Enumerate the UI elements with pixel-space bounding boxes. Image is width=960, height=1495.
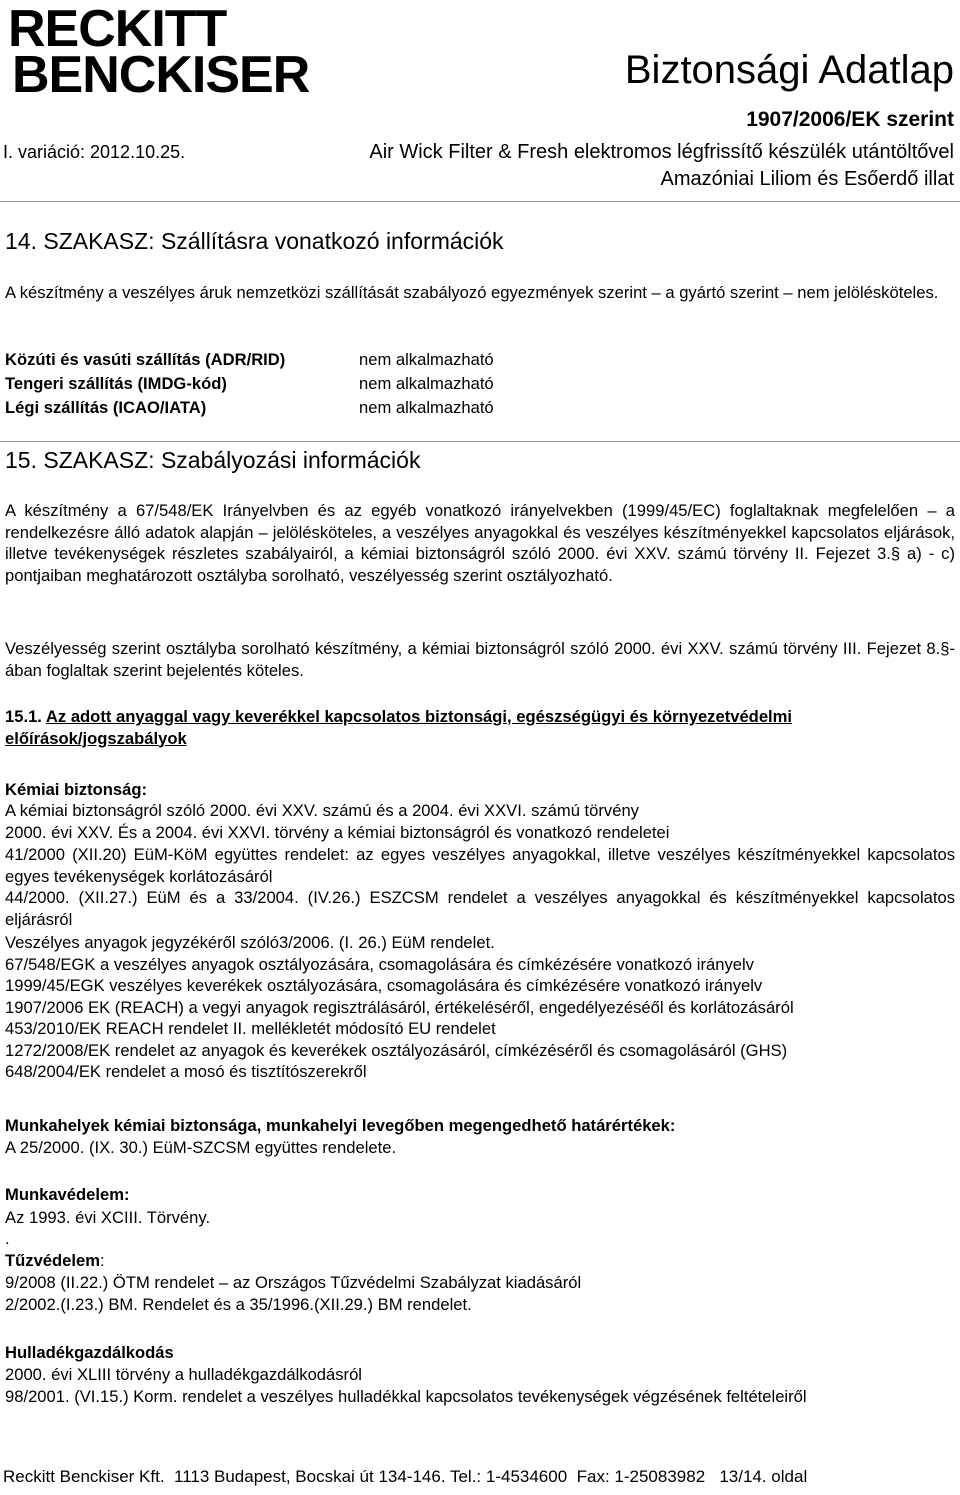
regulatory-paragraph-2: Veszélyesség szerint osztályba sorolható készítmény, a kémiai biztonságról szóló 2000. évi XXV. számú törvény III. Fejezet 8.§-ában foglaltak szerint bejelentés köteles. xyxy=(5,639,955,680)
workplace-safety-heading: Munkahelyek kémiai biztonsága, munkahelyi levegőben megengedhető határértékek: xyxy=(5,1116,676,1135)
transport-mode: Közúti és vasúti szállítás (ADR/RID) xyxy=(5,350,286,369)
regulation-line: 1999/45/EGK veszélyes keverékek osztályozására, csomagolására és címkézésére vonatkozó irányelv xyxy=(5,976,763,995)
regulation-paragraph: 44/2000. (XII.27.) EüM és a 33/2004. (IV.26.) ESZCSM rendelet a veszélyes anyagokkal és készítményekkel kapcsolatos eljárásról xyxy=(5,888,955,929)
document-title: Biztonsági Adatlap xyxy=(624,48,954,92)
transport-row xyxy=(5,349,494,370)
regulation-line: Veszélyes anyagok jegyzékéről szóló3/2006. (I. 26.) EüM rendelet. xyxy=(5,933,495,952)
subsection-15-1 xyxy=(5,706,955,749)
section-14-heading: 14. SZAKASZ: Szállításra vonatkozó információk xyxy=(5,228,504,254)
fire-safety-colon: : xyxy=(100,1251,105,1270)
regulation-line: 98/2001. (VI.15.) Korm. rendelet a veszélyes hulladékkal kapcsolatos tevékenységek végzésének feltételeiről xyxy=(5,1386,807,1406)
section-divider xyxy=(0,441,960,442)
regulatory-paragraph-1: A készítmény a 67/548/EK Irányelvben és az egyéb vonatkozó irányelvekben (1999/45/EC) foglaltaknak megfelelően – a rendelkezésre álló adatok alapján – jelölésköteles, a veszélyes anyagokkal és veszélyes készítményekkel kapcsolatos eljárások, illetve tevékenységek részletes szabályairól, a kémiai biztonságról szóló 2000. évi XXV. számú törvény II. Fejezet 3.§ a) - c) pontjaiban meghatározott osztályba sorolható, veszélyesség szerint osztályozható. xyxy=(5,501,955,585)
labour-safety-line: Az 1993. évi XCIII. Törvény. xyxy=(5,1208,211,1227)
regulation-line: 2000. évi XLIII törvény a hulladékgazdálkodásról xyxy=(5,1365,362,1384)
regulation-line: 9/2008 (II.22.) ÖTM rendelet – az Országos Tűzvédelmi Szabályzat kiadásáról xyxy=(5,1273,582,1292)
product-variant: Amazóniai Liliom és Esőerdő illat xyxy=(660,168,954,190)
fire-safety-heading-row xyxy=(5,1250,955,1272)
waste-management-lines xyxy=(5,1364,955,1407)
fire-safety-lines xyxy=(5,1272,955,1315)
section-14-intro: A készítmény a veszélyes áruk nemzetközi szállítását szabályozó egyezmények szerint – a gyártó szerint – nem jelölésköteles. xyxy=(5,283,939,302)
transport-mode: Tengeri szállítás (IMDG-kód) xyxy=(5,374,227,393)
regulation-reference: 1907/2006/EK szerint xyxy=(746,108,954,131)
page-footer: Reckitt Benckiser Kft. 1113 Budapest, Bocskai út 134-146. Tel.: 1-4534600 Fax: 1-25083982 13/14. oldal xyxy=(3,1467,808,1486)
logo-line-2: BENCKISER xyxy=(12,46,310,104)
chemical-safety-lines-2 xyxy=(5,932,955,1083)
workplace-safety-line: A 25/2000. (IX. 30.) EüM-SZCSM együttes rendelete. xyxy=(5,1138,397,1157)
regulation-line: 67/548/EGK a veszélyes anyagok osztályozására, csomagolására és címkézésére vonatkozó irányelv xyxy=(5,954,754,974)
transport-value: nem alkalmazható xyxy=(359,350,494,369)
product-name: Air Wick Filter & Fresh elektromos légfrissítő készülék utántöltővel xyxy=(369,141,954,163)
regulation-line: 2000. évi XXV. És a 2004. évi XXVI. törvény a kémiai biztonságról és vonatkozó rendeletei xyxy=(5,822,670,842)
subsection-title: Az adott anyaggal vagy keverékkel kapcsolatos biztonsági, egészségügyi és környezetvédelmi előírások/jogszabályok xyxy=(5,707,793,748)
subsection-number: 15.1. xyxy=(5,707,42,726)
transport-value: nem alkalmazható xyxy=(359,374,494,393)
header-divider xyxy=(0,201,960,202)
labour-safety-heading: Munkavédelem: xyxy=(5,1185,130,1204)
regulation-line: 1272/2008/EK rendelet az anyagok és keverékek osztályozásáról, címkézéséről és csomagolásáról (GHS) xyxy=(5,1040,788,1060)
transport-row xyxy=(5,373,494,394)
regulation-line: 2/2002.(I.23.) BM. Rendelet és a 35/1996.(XII.29.) BM rendelet. xyxy=(5,1294,472,1314)
regulation-line: 453/2010/EK REACH rendelet II. mellékletét módosító EU rendelet xyxy=(5,1019,496,1038)
transport-mode: Légi szállítás (ICAO/IATA) xyxy=(5,398,207,417)
chemical-safety-heading: Kémiai biztonság: xyxy=(5,780,147,799)
transport-row xyxy=(5,397,494,418)
regulation-line: A kémiai biztonságról szóló 2000. évi XXV. számú és a 2004. évi XXVI. számú törvény xyxy=(5,801,639,820)
fire-safety-heading: Tűzvédelem xyxy=(5,1251,100,1270)
section-15-heading: 15. SZAKASZ: Szabályozási információk xyxy=(5,447,421,473)
company-logo xyxy=(8,0,310,104)
stray-dot: . xyxy=(5,1229,10,1248)
logo-line-1: RECKITT xyxy=(8,0,227,58)
regulation-line: 1907/2006 EK (REACH) a vegyi anyagok regisztrálásáról, értékeléséről, engedélyezéséől és korlátozásáról xyxy=(5,997,794,1017)
chemical-safety-lines xyxy=(5,800,955,843)
waste-management-heading: Hulladékgazdálkodás xyxy=(5,1343,174,1362)
transport-value: nem alkalmazható xyxy=(359,398,494,417)
regulation-line: 648/2004/EK rendelet a mosó és tisztítószerekről xyxy=(5,1062,367,1081)
version-date: I. variáció: 2012.10.25. xyxy=(3,142,186,162)
regulation-paragraph: 41/2000 (XII.20) EüM-KöM együttes rendelet: az egyes veszélyes anyagokkal, illetve veszélyes készítményekkel kapcsolatos egyes tevékenységek korlátozásáról xyxy=(5,845,955,886)
